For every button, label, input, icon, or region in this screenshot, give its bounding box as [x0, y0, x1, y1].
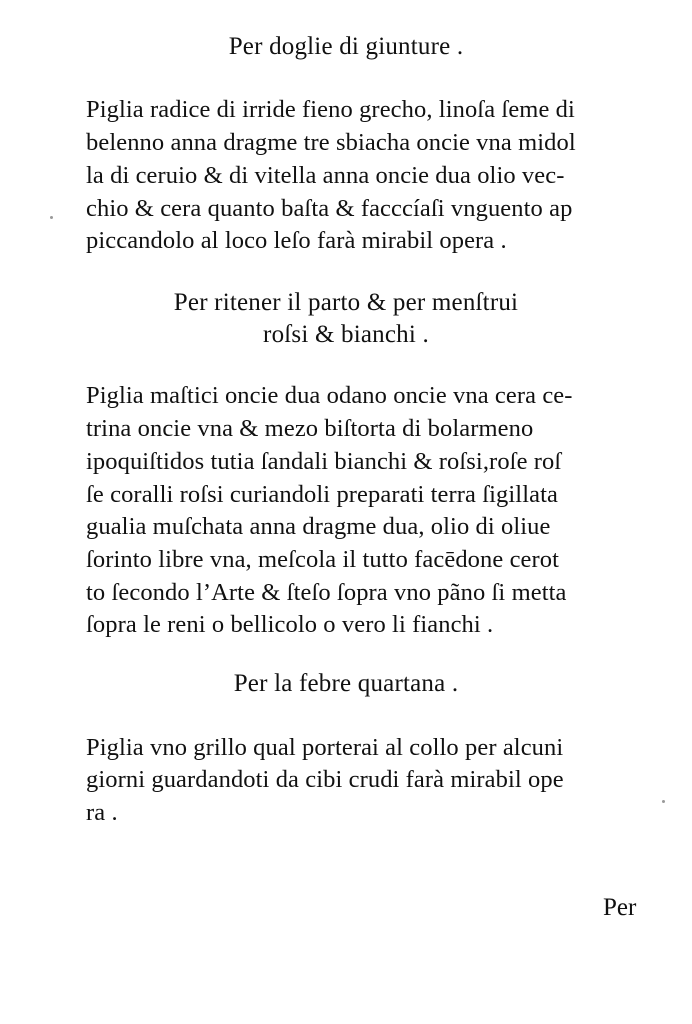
margin-speck	[50, 216, 53, 219]
text-line: ſopra le reni o bellicolo o vero li fianchi .	[86, 611, 494, 638]
text-line: Piglia radice di irride fieno grecho, linoſa ſeme di	[86, 96, 575, 123]
text-line: ſorinto libre vna, meſcola il tutto facēdone cerot	[86, 546, 560, 573]
catchword: Per	[603, 894, 637, 921]
text-line: trina oncie vna & mezo biſtorta di bolarmeno	[86, 415, 534, 442]
section-heading: Per doglie di giunture .	[228, 33, 464, 60]
text-line: ſe coralli roſsi curiandoli preparati terra ſigillata	[86, 481, 558, 508]
section-heading: Per la febre quartana .	[233, 670, 459, 697]
text-line: ra .	[86, 799, 118, 826]
section-heading: Per ritener il parto & per menſtrui	[173, 289, 519, 316]
section-heading: roſsi & bianchi .	[263, 321, 429, 348]
text-line: la di ceruio & di vitella anna oncie dua olio vec-	[86, 162, 565, 189]
text-line: to ſecondo l’Arte & ſteſo ſopra vno pãno ſi metta	[86, 579, 567, 606]
text-line: ipoquiſtidos tutia ſandali bianchi & roſsi,roſe roſ	[86, 448, 562, 475]
text-line: chio & cera quanto baſta & facccíaſi vnguento ap	[86, 195, 573, 222]
text-line: giorni guardandoti da cibi crudi farà mirabil ope	[86, 766, 564, 793]
margin-speck	[662, 800, 665, 803]
text-line: Piglia vno grillo qual porterai al collo per alcuni	[86, 734, 564, 761]
text-line: belenno anna dragme tre sbiacha oncie vna midol	[86, 129, 576, 156]
text-line: piccandolo al loco leſo farà mirabil opera .	[86, 227, 507, 254]
text-line: Piglia maſtici oncie dua odano oncie vna cera ce-	[86, 382, 573, 409]
text-line: gualia muſchata anna dragme dua, olio di oliue	[86, 513, 551, 540]
